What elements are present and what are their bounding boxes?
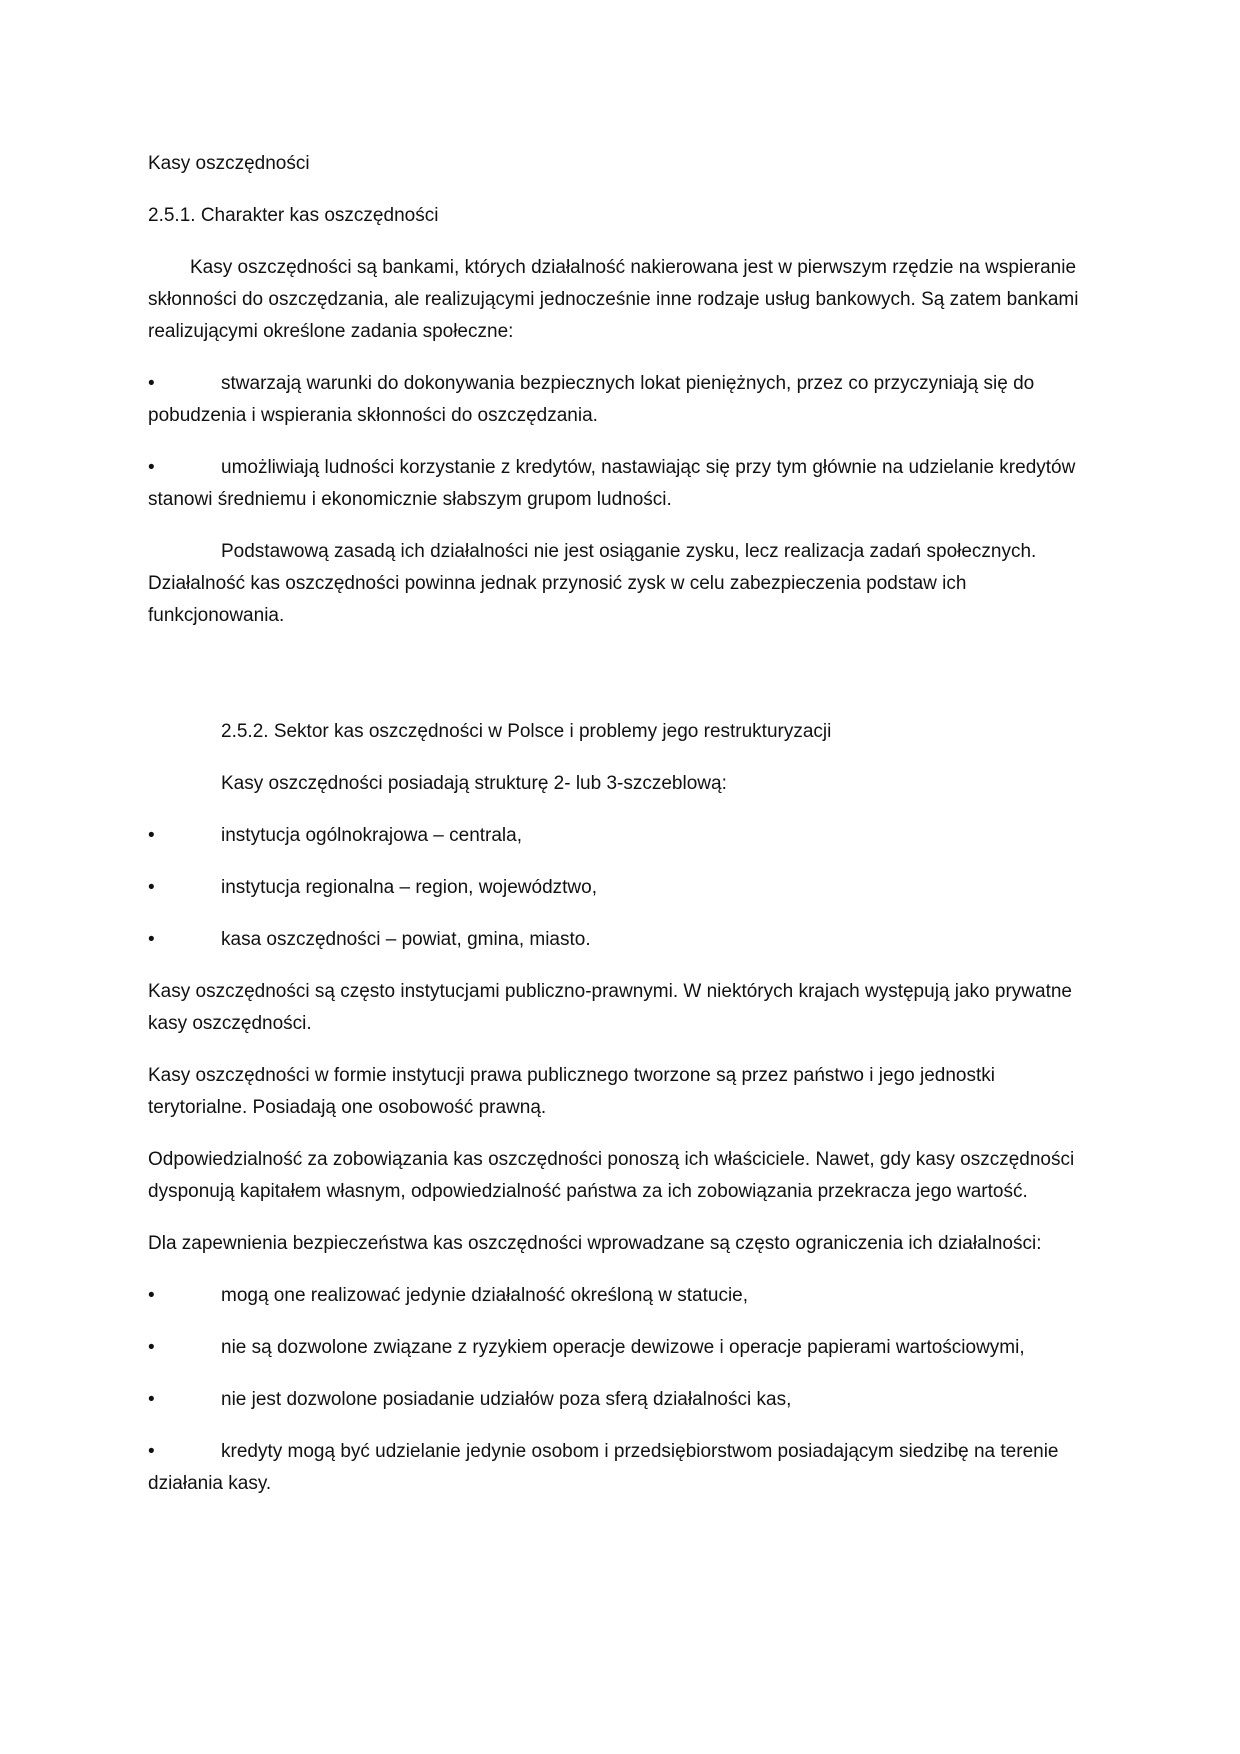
- list-item-text: nie są dozwolone związane z ryzykiem operacje dewizowe i operacje papierami wartościowymi,: [221, 1337, 1025, 1358]
- list-item: [148, 452, 1098, 516]
- list-item: [148, 1332, 1098, 1364]
- list-item-text: mogą one realizować jedynie działalność określoną w statucie,: [221, 1285, 749, 1306]
- list-item-text: kredyty mogą być udzielanie jedynie osobom i przedsiębiorstwom posiadającym siedzibę na terenie działania kasy.: [148, 1441, 1059, 1494]
- list-item: [148, 368, 1098, 432]
- section1-closing-paragraph: Podstawową zasadą ich działalności nie jest osiąganie zysku, lecz realizacja zadań społecznych. Działalność kas oszczędności powinna jednak przynosić zysk w celu zabezpieczenia podstaw ich funkcjonowania.: [148, 541, 1037, 626]
- list-item: [148, 1280, 1098, 1312]
- bullet-icon: •: [148, 1441, 155, 1462]
- paragraph: Kasy oszczędności w formie instytucji prawa publicznego tworzone są przez państwo i jego jednostki terytorialne. Posiadają one osobowość prawną.: [148, 1065, 995, 1118]
- bullet-icon: •: [148, 373, 155, 394]
- list-item: [148, 1436, 1098, 1500]
- list-item-text: instytucja regionalna – region, województwo,: [221, 877, 597, 898]
- list-item-text: nie jest dozwolone posiadanie udziałów poza sferą działalności kas,: [221, 1389, 792, 1410]
- list-item-text: umożliwiają ludności korzystanie z kredytów, nastawiając się przy tym głównie na udzielanie kredytów stanowi średniemu i ekonomicznie słabszym grupom ludności.: [148, 457, 1076, 510]
- paragraph: Odpowiedzialność za zobowiązania kas oszczędności ponoszą ich właściciele. Nawet, gdy kasy oszczędności dysponują kapitałem własnym, odpowiedzialność państwa za ich zobowiązania przekracza jego wartość.: [148, 1149, 1075, 1202]
- section-heading-2-5-2: 2.5.2. Sektor kas oszczędności w Polsce i problemy jego restrukturyzacji: [221, 721, 832, 742]
- bullet-icon: •: [148, 1337, 155, 1358]
- list-item-text: instytucja ogólnokrajowa – centrala,: [221, 825, 523, 846]
- document-title: Kasy oszczędności: [148, 153, 310, 174]
- document-page: [148, 148, 1098, 1500]
- list-item-text: kasa oszczędności – powiat, gmina, miasto.: [221, 929, 591, 950]
- bullet-icon: •: [148, 877, 155, 898]
- list-item: [148, 872, 1098, 904]
- bullet-icon: •: [148, 1389, 155, 1410]
- bullet-icon: •: [148, 1285, 155, 1306]
- list-item: [148, 820, 1098, 852]
- paragraph: Kasy oszczędności są często instytucjami publiczno-prawnymi. W niektórych krajach występują jako prywatne kasy oszczędności.: [148, 981, 1072, 1034]
- bullet-icon: •: [148, 457, 155, 478]
- section-heading-2-5-1: 2.5.1. Charakter kas oszczędności: [148, 205, 439, 226]
- paragraph: Dla zapewnienia bezpieczeństwa kas oszczędności wprowadzane są często ograniczenia ich działalności:: [148, 1233, 1042, 1254]
- structure-intro-paragraph: Kasy oszczędności posiadają strukturę 2- lub 3-szczeblową:: [221, 773, 727, 794]
- section1-intro-paragraph: Kasy oszczędności są bankami, których działalność nakierowana jest w pierwszym rzędzie na wspieranie skłonności do oszczędzania, ale realizującymi jednocześnie inne rodzaje usług bankowych. Są zatem bankami realizującymi określone zadania społeczne:: [148, 257, 1079, 342]
- list-item: [148, 924, 1098, 956]
- bullet-icon: •: [148, 929, 155, 950]
- bullet-icon: •: [148, 825, 155, 846]
- list-item: [148, 1384, 1098, 1416]
- list-item-text: stwarzają warunki do dokonywania bezpiecznych lokat pieniężnych, przez co przyczyniają się do pobudzenia i wspierania skłonności do oszczędzania.: [148, 373, 1035, 426]
